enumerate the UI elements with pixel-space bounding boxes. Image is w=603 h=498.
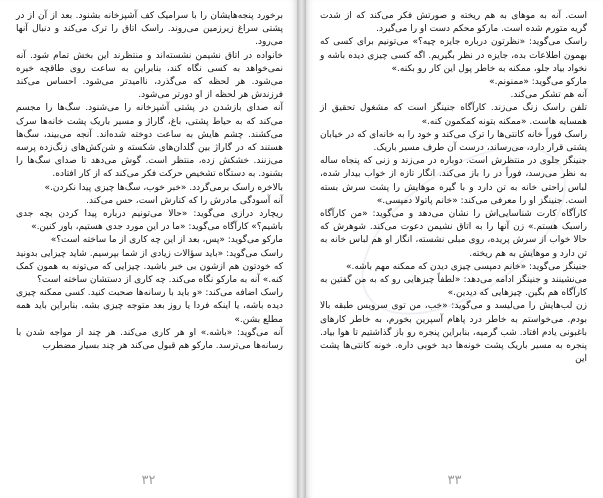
- paragraph: راسک فوراً خانه کانتی‌ها را ترک می‌کند و خود را به خانه‌ای که در خیابان پشتی قرار دارد، می‌رساند، درست آن طرف مسیر باریک.: [320, 129, 587, 154]
- paragraph: مارکو می‌گوید: «پس، بعد از این چه کاری از ما ساخته است؟»: [50, 235, 283, 246]
- paragraph: برخورد پنجه‌هایشان را با سرامیک کف آشپزخانه بشنود. بعد از آن از در پشتی سراغ زیرزمین می‌روند. راسک اتاق را ترک می‌کند و دنبال آنها می‌رود.: [16, 11, 283, 48]
- paragraph: بالاخره راسک برمی‌گردد. «خبر خوب، سگ‌ها چیزی پیدا نکردن.»: [44, 182, 283, 193]
- page-number: ۳۳: [447, 473, 462, 488]
- paragraph: آنه هم تشکر می‌کند.: [510, 90, 587, 101]
- right-page: [306, 0, 603, 498]
- paragraph: آنه صدای بازشدن در پشتی آشپزخانه را می‌شنود. سگ‌ها را مجسم می‌کند که به حیاط پشتی، باغ، گاراژ و مسیر باریک پشت خانه‌ها سرک می‌کشند. چشم هایش به ساعت دوخته شده‌اند. آنجه می‌بیند، سگ‌ها هستند که در گاراژ بین گلدان‌های شکسته و شن‌کش‌های زنگ‌زده پرسه می‌زنند. خشکش زده، منتظر است. گوش می‌دهد تا صدای سگ‌ها را بشنود. به دستگاه تشخیص حرکت فکر می‌کند که از کار افتاده.: [16, 103, 283, 180]
- page-number: ۳۲: [141, 473, 156, 488]
- paragraph: زن لب‌هایش را می‌لیسد و می‌گوید: «خب، من توی سرویس طبقه بالا بودم. می‌خواستم به خاطر درد پاهام آسپرین بخورم، به خاطر کارهای باغبونی یادم افتاد. شب گرمیه، بنابراین پنجره رو باز گذاشتیم تا هوا بیاد. پنجره به مسیر باریک پشت خونه‌ها دید خوبی داره. خونه کانتی‌ها پشت این: [320, 301, 587, 365]
- book-gutter: [297, 0, 306, 498]
- paragraph: خانواده در اتاق نشیمن نشسته‌اند و منتظرند این بخش تمام شود. آنه نمی‌خواهد به کسی نگاه کند، بنابراین به ساعت روی طاقچه خیره می‌شود. هر لحظه که می‌گذرد، ناامیدتر می‌شود. احساس می‌کند فرزندش هر لحظه از او دورتر می‌شود.: [16, 50, 283, 101]
- paragraph: جنینگز جلوی در منتظرش است. دوباره در می‌زند و زنی که پنجاه ساله به نظر می‌رسد، فوراً در را باز می‌کند. انگار تازه از خواب بیدار شده، لباس راحتی خانه به تن دارد و با گیره موهایش را پشت سرش بسته است. جنینگز او را معرفی می‌کند: «خانم پاتولا دمپسی.»: [320, 156, 587, 206]
- paragraph: ریچارد درازی می‌گوید: «حالا می‌تونیم درباره پیدا کردن بچه جدی باشیم؟» کارآگاه می‌گوید: «ما در این مورد جدی هستیم، باور کنین.»: [16, 209, 283, 233]
- paragraph: جنینگز می‌گوید: «خانم دمپسی چیزی دیدن که ممکنه مهم باشه.»: [345, 261, 587, 272]
- paragraph: کارآگاه کارت شناسایی‌اش را نشان می‌دهد و می‌گوید: «من کارآگاه راسبک هستم.» زن آنها را به اتاق نشیمن دعوت می‌کند. شوهرش که حالا خواب از سرش پریده، روی مبلی نشسته، انگار او هم لباس خانه به تن دارد و موهایش به هم ریخته.: [320, 209, 587, 259]
- left-page-text: [16, 10, 283, 353]
- paragraph: تلفن راسک زنگ می‌زند. کارآگاه جنینگز است که مشغول تحقیق از همسایه هاست. «ممکنه بتونه کمکمون کنه.»: [320, 103, 587, 127]
- paragraph: می‌نشینند و جنینگز ادامه می‌دهد: «لطفاً چیزهایی رو که به من گفتین به کارآگاه هم بگین. چیزهایی که دیدین.»: [320, 275, 587, 299]
- paragraph: مارکو می‌گوید: «ممنونم.»: [489, 77, 587, 88]
- left-page: [0, 0, 297, 498]
- paragraph: راسک اضافه می‌کند: «و باید با رسانه‌ها صحبت کنید. کسی ممکنه چیزی دیده باشه، یا اینکه فردا یا روز بعد متوجه چیزی بشه. بنابراین باید همه مطلع بشن.»: [16, 288, 283, 325]
- paragraph: آنه آسودگی مادرش را که کنارش است، حس می‌کند.: [86, 195, 283, 206]
- paragraph: راسک می‌گوید: «باید سؤالات زیادی از شما بپرسیم. شاید چیزایی بدونید که خودتون هم ازشون بی خبر باشید. چیزایی که می‌تونه به ‌همون کمک کنه.» آنه به مارکو نگاه می‌کند. چه کاری از دستشان ساخته است؟: [16, 248, 283, 286]
- paragraph: آنه می‌گوید: «باشه.» او هر کاری می‌کند. هر چند از مواجه شدن با رسانه‌ها می‌ترسد. مارکو هم قبول می‌کند هر چند بسیار مضطرب: [16, 327, 283, 352]
- right-page-text: [320, 10, 587, 366]
- paragraph: راسک می‌گوید: «نظرتون درباره جایزه چیه؟» می‌تونیم برای کسی که بهمون اطلاعات بده، جایزه در نظر بگیریم. اگه کسی چیزی دیده باشه و نخواد بیاد جلو، ممکنه به خاطر پول این کار رو بکنه.»: [320, 37, 587, 74]
- paragraph: است. آنه به موهای به هم ریخته و صورتش فکر می‌کند که از شدت گریه متورم شده است. مارکو محکم دست او را می‌گیرد.: [320, 11, 587, 35]
